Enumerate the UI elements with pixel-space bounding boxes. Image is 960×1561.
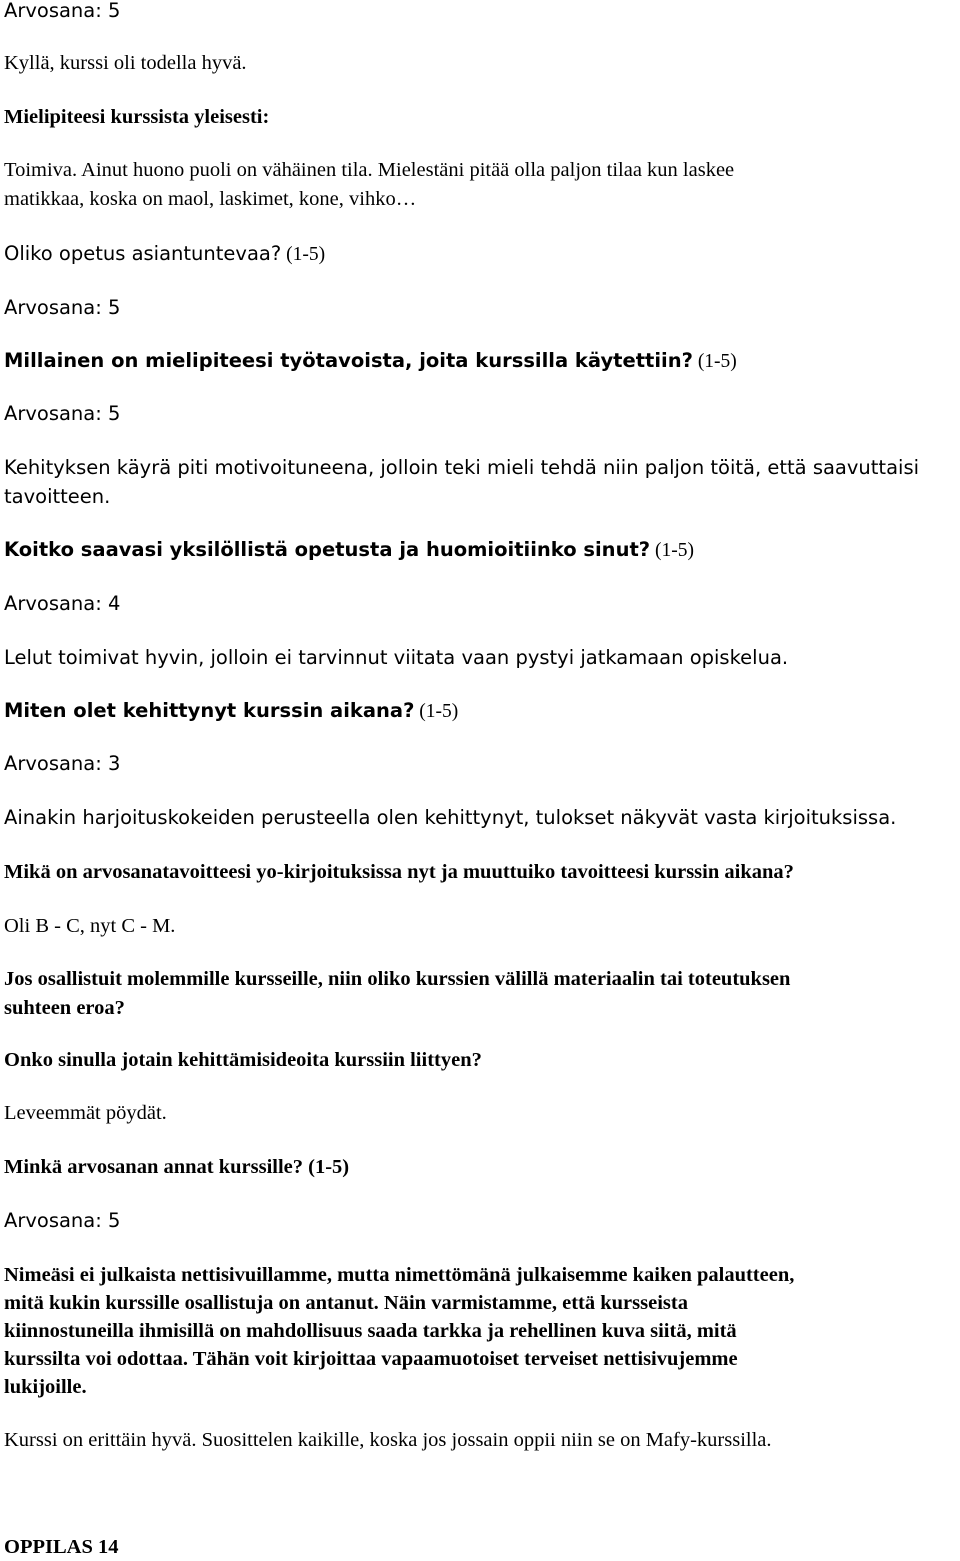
- question-progress: [4, 697, 956, 726]
- notice-line-2: mitä kukin kurssille osallistuja on antanut. Näin varmistamme, että kursseista: [4, 1292, 688, 1314]
- rating-expertise: Arvosana: 5: [4, 296, 121, 319]
- answer-greeting: Kurssi on erittäin hyvä. Suosittelen kaikille, koska jos jossain oppii niin se on Mafy-kurssilla.: [4, 1429, 772, 1451]
- question-text: Oliko opetus asiantuntevaa?: [4, 242, 282, 265]
- question-opinion-general: Mielipiteesi kurssista yleisesti:: [4, 106, 270, 128]
- notice-line-4: kurssilta voi odottaa. Tähän voit kirjoittaa vapaamuotoiset terveiset nettisivujemme: [4, 1348, 738, 1370]
- answer-progress: Ainakin harjoituskokeiden perusteella olen kehittynyt, tulokset näkyvät vasta kirjoituksissa.: [4, 806, 897, 829]
- student-heading: OPPILAS 14: [4, 1536, 119, 1558]
- question-ideas: Onko sinulla jotain kehittämisideoita kurssiin liittyen?: [4, 1049, 482, 1071]
- scale-label: (1-5): [697, 351, 737, 372]
- rating-individual: Arvosana: 4: [4, 592, 121, 615]
- question-text: Koitko saavasi yksilöllistä opetusta ja huomioitiinko sinut?: [4, 538, 651, 561]
- question-both-courses-line-1: Jos osallistuit molemmille kursseille, niin oliko kurssien välillä materiaalin tai toteutuksen: [4, 968, 791, 990]
- notice-line-5: lukijoille.: [4, 1376, 87, 1398]
- scale-label: (1-5): [286, 244, 326, 265]
- answer-course-good: Kyllä, kurssi oli todella hyvä.: [4, 52, 247, 74]
- question-text: Minkä arvosanan annat kurssille?: [4, 1156, 304, 1178]
- scale-label: (1-5): [308, 1156, 350, 1178]
- answer-ideas: Leveemmät pöydät.: [4, 1102, 167, 1124]
- rating-final: Arvosana: 5: [4, 1209, 121, 1232]
- question-text: Millainen on mielipiteesi työtavoista, joita kurssilla käytettiin?: [4, 349, 693, 372]
- scale-label: (1-5): [419, 701, 459, 722]
- answer-individual: Lelut toimivat hyvin, jolloin ei tarvinnut viitata vaan pystyi jatkamaan opiskelua.: [4, 646, 789, 669]
- rating-methods: Arvosana: 5: [4, 402, 121, 425]
- scale-label: (1-5): [654, 540, 694, 561]
- answer-methods-line-2: tavoitteen.: [4, 485, 111, 508]
- notice-line-3: kiinnostuneilla ihmisillä on mahdollisuus saada tarkka ja rehellinen kuva siitä, mitä: [4, 1320, 737, 1342]
- answer-space-line-1: Toimiva. Ainut huono puoli on vähäinen tila. Mielestäni pitää olla paljon tilaa kun laskee: [4, 159, 735, 181]
- question-final-grade: [4, 1153, 956, 1181]
- notice-line-1: Nimeäsi ei julkaista nettisivuillamme, mutta nimettömänä julkaisemme kaiken palautteen,: [4, 1264, 795, 1286]
- rating-top: Arvosana: 5: [4, 0, 121, 22]
- question-expertise: [4, 240, 956, 269]
- question-text: Miten olet kehittynyt kurssin aikana?: [4, 699, 415, 722]
- answer-methods-line-1: Kehityksen käyrä piti motivoituneena, jolloin teki mieli tehdä niin paljon töitä, että saavuttaisi: [4, 456, 920, 479]
- rating-progress: Arvosana: 3: [4, 752, 121, 775]
- question-methods: [4, 347, 956, 376]
- question-grade-goal: Mikä on arvosanatavoitteesi yo-kirjoituksissa nyt ja muuttuiko tavoitteesi kurssin aikana?: [4, 861, 794, 883]
- question-both-courses-line-2: suhteen eroa?: [4, 997, 125, 1019]
- answer-grade-goal: Oli B - C, nyt C - M.: [4, 915, 176, 937]
- answer-space-line-2: matikkaa, koska on maol, laskimet, kone, vihko…: [4, 188, 417, 210]
- question-individual: [4, 536, 956, 565]
